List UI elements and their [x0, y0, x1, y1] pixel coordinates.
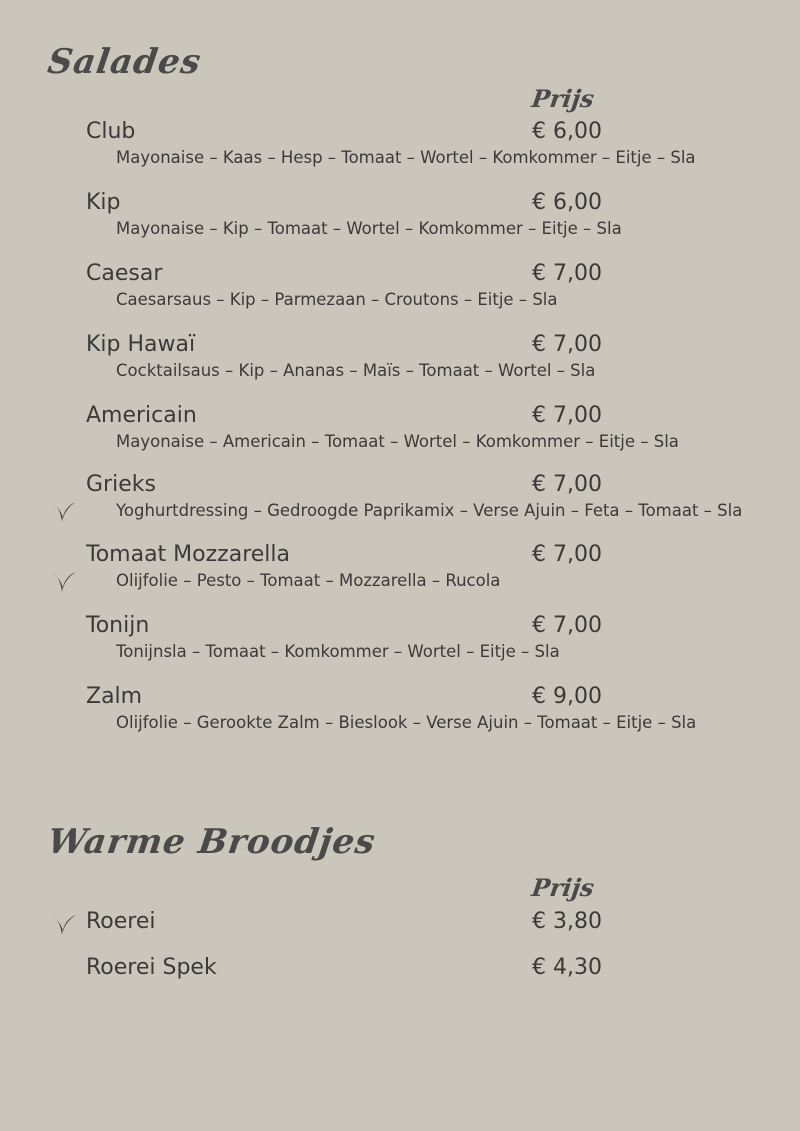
item-price: € 7,00: [532, 613, 602, 638]
item-price: € 7,00: [532, 261, 602, 286]
section-title-salades: Salades: [45, 42, 204, 82]
item-price: € 3,80: [532, 909, 602, 934]
item-name: Roerei Spek: [86, 955, 217, 980]
menu-item-zalm: [0, 684, 800, 744]
item-name: Club: [86, 119, 136, 144]
menu-item-kip: [0, 190, 800, 250]
item-name: Tomaat Mozzarella: [86, 542, 290, 567]
item-description: Mayonaise – Americain – Tomaat – Wortel – Komkommer – Eitje – Sla: [116, 432, 679, 451]
item-description: Olijfolie – Pesto – Tomaat – Mozzarella – Rucola: [116, 571, 501, 590]
menu-item-club: [0, 119, 800, 179]
item-description: Mayonaise – Kip – Tomaat – Wortel – Komkommer – Eitje – Sla: [116, 219, 622, 238]
item-price: € 6,00: [532, 190, 602, 215]
menu-item-americain: [0, 403, 800, 463]
item-price: € 4,30: [532, 955, 602, 980]
item-price: € 9,00: [532, 684, 602, 709]
menu-item-tonijn: [0, 613, 800, 673]
item-price: € 7,00: [532, 332, 602, 357]
item-description: Yoghurtdressing – Gedroogde Paprikamix – Verse Ajuin – Feta – Tomaat – Sla: [116, 501, 743, 520]
leaf-icon: [50, 500, 78, 524]
item-price: € 7,00: [532, 403, 602, 428]
section-title-warme-broodjes: Warme Broodjes: [45, 822, 379, 862]
item-name: Americain: [86, 403, 197, 428]
item-description: Caesarsaus – Kip – Parmezaan – Croutons – Eitje – Sla: [116, 290, 558, 309]
menu-item-kip-hawai: [0, 332, 800, 392]
item-price: € 6,00: [532, 119, 602, 144]
item-name: Kip: [86, 190, 121, 215]
leaf-icon: [50, 913, 78, 937]
menu-item-grieks: [0, 472, 800, 532]
item-description: Cocktailsaus – Kip – Ananas – Maïs – Tomaat – Wortel – Sla: [116, 361, 596, 380]
price-header-warme-broodjes: Prijs: [529, 873, 597, 902]
item-price: € 7,00: [532, 472, 602, 497]
item-description: Tonijnsla – Tomaat – Komkommer – Wortel – Eitje – Sla: [116, 642, 560, 661]
item-description: Mayonaise – Kaas – Hesp – Tomaat – Wortel – Komkommer – Eitje – Sla: [116, 148, 696, 167]
item-price: € 7,00: [532, 542, 602, 567]
item-name: Grieks: [86, 472, 156, 497]
item-name: Zalm: [86, 684, 143, 709]
leaf-icon: [50, 570, 78, 594]
menu-item-caesar: [0, 261, 800, 321]
menu-item-tomaat-mozzarella: [0, 542, 800, 602]
item-description: Olijfolie – Gerookte Zalm – Bieslook – Verse Ajuin – Tomaat – Eitje – Sla: [116, 713, 697, 732]
item-name: Kip Hawaï: [86, 332, 196, 357]
price-header-salades: Prijs: [529, 84, 597, 113]
item-name: Tonijn: [86, 613, 150, 638]
item-name: Roerei: [86, 909, 156, 934]
menu-item-roerei-spek: [0, 955, 800, 1015]
item-name: Caesar: [86, 261, 163, 286]
